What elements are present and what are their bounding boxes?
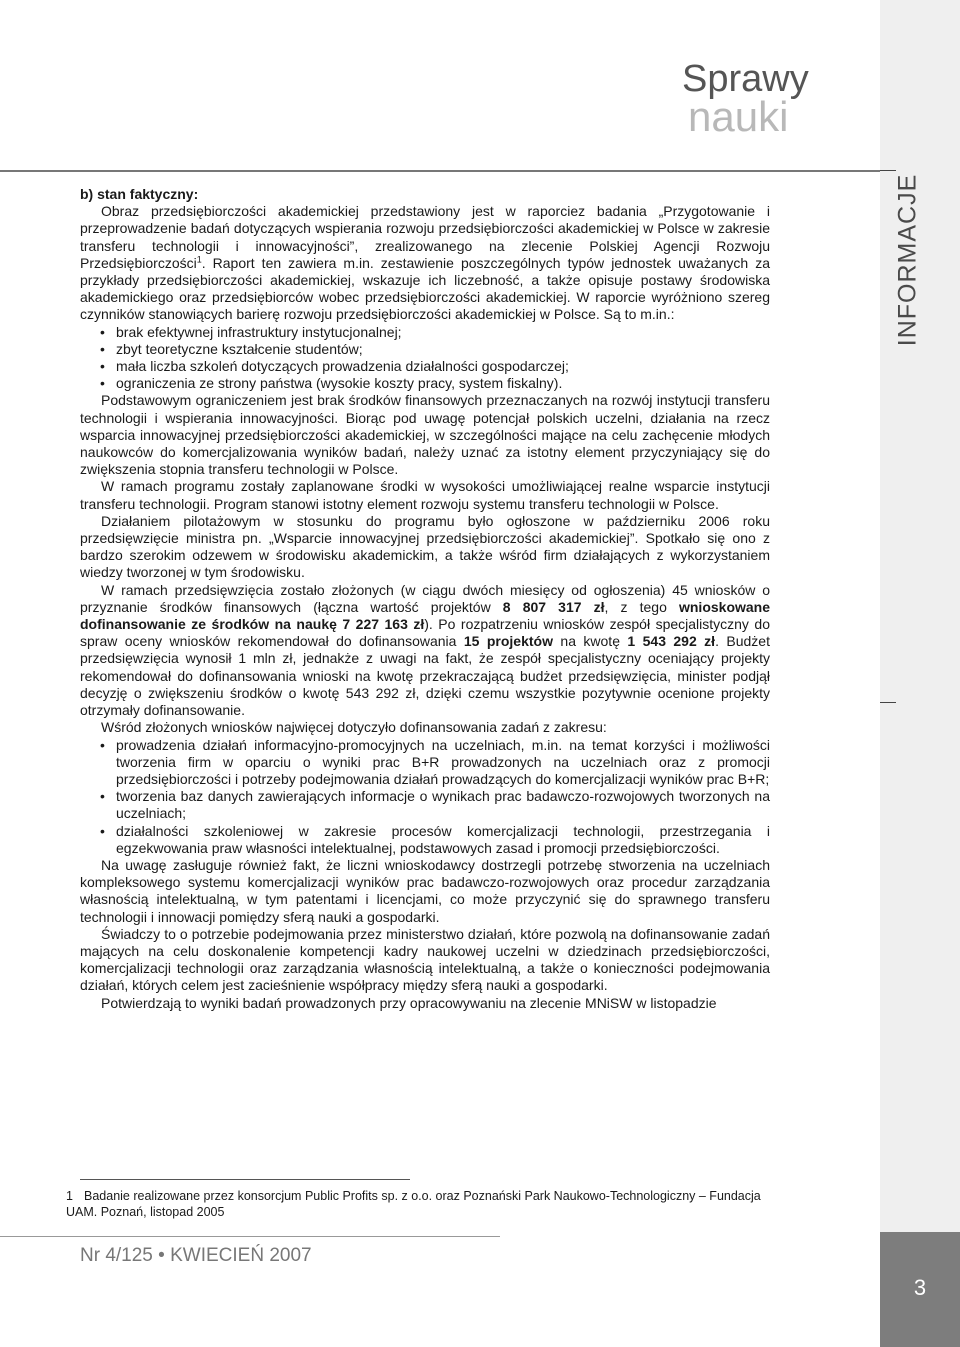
attention-paragraph: Na uwagę zasługuje również fakt, że liczni wnioskodawcy dostrzegli potrzebę stworzenia na uczelniach kompleksowego systemu komercjalizacji wyników prac badawczo-rozwojowych oraz procedur zarządzania własnością intelektualną, w tym patentami i licencjami, co może przyczynić się do sprawnego transferu technologii i innowacji pomiędzy sferą nauki a gospodarki. bbox=[80, 856, 770, 925]
evidence-paragraph: Świadczy to o potrzebie podejmowania przez ministerstwo działań, które pozwolą na dofinansowanie zadań mających na celu doskonalenie kompetencji kadry naukowej uczelni w dziedzinach przedsiębiorczości, komercjalizacji technologii oraz zarządzania własnością intelektualną, a także o konieczności podejmowania działań, których celem jest zacieśnienie współpracy między sferą nauki a gospodarki. bbox=[80, 925, 770, 994]
confirm-paragraph: Potwierdzają to wyniki badań prowadzonych przy opracowywaniu na zlecenie MNiSW w listopadzie bbox=[101, 994, 717, 1011]
applications-text-1: W ramach przedsięwzięcia zostało złożonych (w ciągu dwóch miesięcy od ogłoszenia) 45 wniosków o przyznanie środków finansowych (łączna wartość projektów bbox=[80, 581, 770, 615]
applications-text-5: . Budżet przedsięwzięcia wynosił 1 mln zł, jednakże z uwagi na fakt, że zespół specjalistyczny oceniający projekty rekomendował do dofinansowania wnioski na kwotę przekraczającą budżet przedsięwzięcia, minister podjął decyzję o zwiększeniu środków o kwotę 543 292 zł, dzięki czemu wszystkie pozytywnie ocenione projekty otrzymały dofinansowanie. bbox=[80, 633, 770, 719]
footnote-ref: 1 bbox=[196, 254, 202, 265]
program-paragraph: W ramach programu zostały zaplanowane środki w wysokości umożliwiającej realne wsparcie instytucji transferu technologii. Program stanowi istotny element rozwoju systemu transferu technologii w Polsce. bbox=[80, 478, 770, 512]
list-item: • brak efektywnej infrastruktury instytucjonalnej; bbox=[116, 324, 770, 341]
side-tick-top bbox=[880, 170, 896, 171]
logo-line-1: Sprawy bbox=[682, 58, 809, 100]
article-body bbox=[80, 186, 770, 1012]
page-number: 3 bbox=[913, 1275, 927, 1300]
footnote-text: Badanie realizowane przez konsorcjum Public Profits sp. z o.o. oraz Poznański Park Naukowo-Technologiczny – Fundacja UAM. Poznań, listopad 2005 bbox=[66, 1189, 761, 1219]
list-item: • ograniczenia ze strony państwa (wysokie koszty pracy, system fiskalny). bbox=[116, 375, 770, 392]
tasks-list bbox=[80, 737, 770, 857]
funding-paragraph: Podstawowym ograniczeniem jest brak środków finansowych przeznaczanych na rozwój instytucji transferu technologii i wspierania innowacyjności. Biorąc pod uwagę potencjał polskich uczelni, działania na rzecz wsparcia innowacyjnej przedsiębiorczości akademickiej, w szczególności mające na celu zachęcenie młodych naukowców do komercjalizowania wyników badań, należy uznać za istotny element przyczyniający się do zwiększenia stopnia transferu technologii w Polsce. bbox=[80, 392, 770, 478]
list-item: • działalności szkoleniowej w zakresie procesów komercjalizacji technologii, przestrzegania i egzekwowania praw własności intelektualnej, podstawowych zasad i promocji przedsiębiorczości. bbox=[116, 823, 770, 857]
footnote-number: 1 bbox=[66, 1189, 73, 1203]
pilot-paragraph: Działaniem pilotażowym w stosunku do programu było ogłoszone w październiku 2006 roku przedsięwzięcie ministra pn. „Wsparcie innowacyjnej przedsiębiorczości akademickiej”. Spotkało się ono z bardzo szerokim odzewem w środowisku akademickim, a także wśród firm działających z wykorzystaniem wiedzy tworzonej w tym środowisku. bbox=[80, 512, 770, 581]
side-tick-bottom bbox=[880, 702, 896, 703]
section-label-vertical bbox=[868, 173, 948, 347]
footnote-rule bbox=[80, 1179, 410, 1180]
applications-text-3: ). Po rozpatrzeniu wniosków zespół specjalistyczny do spraw oceny wniosków rekomendował do dofinansowania bbox=[80, 616, 770, 650]
issue-info: Nr 4/125 • KWIECIEŃ 2007 bbox=[80, 1245, 312, 1266]
applications-text-4: na kwotę bbox=[552, 633, 628, 650]
list-item: • prowadzenia działań informacyjno-promocyjnych na uczelniach, m.in. na temat korzyści i możliwości tworzenia firm w oparciu o wyniki prac B+R prowadzonych na uczelniach oraz z promocji przedsiębiorczości i potrzeby podejmowania działań prowadzących do komercjalizacji wyników prac B+R; bbox=[116, 737, 770, 789]
intro-text-1: Obraz przedsiębiorczości akademickiej przedstawiony jest w raporciez badania „Przygotowanie i przeprowadzenie badań dotyczących wspierania rozwoju przedsiębiorczości akademickiej w Polsce w zakresie transferu technologii i innowacyjności”, zrealizowanego na zlecenie Polskiej Agencji Rozwoju Przedsiębiorczości bbox=[80, 203, 770, 271]
intro-text-2: . Raport ten zawiera m.in. zestawienie poszczególnych typów jednostek uważanych za przykłady przedsiębiorczości akademickiej, wskazuje ich liczebność, a także opisuje postawy środowiska akademickiego oraz przedsiębiorców wobec przedsiębiorczości akademickiej. W raporcie wyróżniono szereg czynników stanowiących barierę rozwoju przedsiębiorczości akademickiej w Polsce. Są to m.in.: bbox=[80, 254, 770, 323]
header-rule bbox=[0, 170, 880, 172]
recommended-amount: 1 543 292 zł bbox=[627, 633, 716, 650]
barriers-list bbox=[80, 324, 770, 393]
section-label: INFORMACJE bbox=[893, 173, 922, 347]
recommended-projects: 15 projektów bbox=[463, 633, 553, 650]
applications-paragraph bbox=[80, 582, 770, 720]
footer-rule bbox=[0, 1236, 500, 1237]
requested-funding: wnioskowane dofinansowanie ze środków na naukę 7 227 163 zł bbox=[80, 598, 771, 633]
tasks-intro-paragraph: Wśród złożonych wniosków najwięcej dotyczyło dofinansowania zadań z zakresu: bbox=[101, 719, 607, 736]
applications-text-2: , z tego bbox=[604, 598, 679, 615]
list-item: • mała liczba szkoleń dotyczących prowadzenia działalności gospodarczej; bbox=[116, 358, 770, 375]
footnote bbox=[66, 1188, 770, 1220]
total-value: 8 807 317 zł bbox=[502, 598, 605, 615]
logo-line-2: nauki bbox=[688, 93, 789, 140]
list-item: • tworzenia baz danych zawierających informacje o wynikach prac badawczo-rozwojowych tworzonych na uczelniach; bbox=[116, 788, 770, 822]
list-item: • zbyt teoretyczne kształcenie studentów; bbox=[116, 341, 770, 358]
section-heading: b) stan faktyczny: bbox=[80, 186, 199, 202]
magazine-logo bbox=[682, 60, 862, 138]
intro-paragraph bbox=[80, 203, 770, 323]
